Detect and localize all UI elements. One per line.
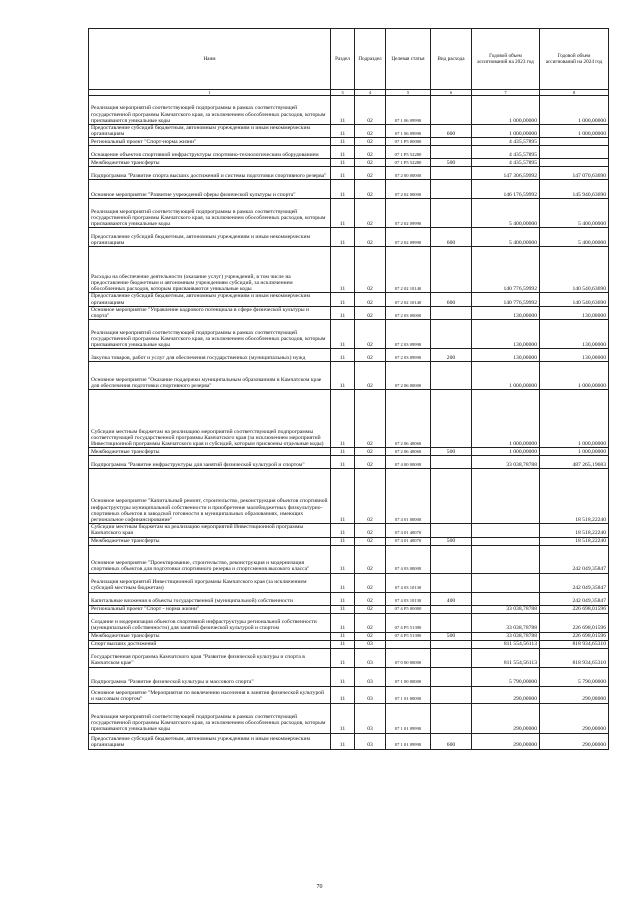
row-podrazdel: 02 [355,524,386,537]
row-expense-type [431,199,472,228]
row-target-article: 07 4 P5 00000 [386,605,431,613]
row-podrazdel: 02 [355,390,386,448]
row-volume-2024 [540,146,609,159]
row-volume-2024: 226 698,01596 [540,613,609,632]
row-podrazdel: 02 [355,199,386,228]
row-target-article: 07 1 01 09990 [386,703,431,733]
table-row [89,537,609,545]
table-row [89,159,609,167]
row-volume-2023: 1 000,00000 [472,362,540,390]
row-volume-2024 [540,138,609,146]
row-razdel: 11 [331,537,355,545]
table-row [89,199,609,228]
row-razdel: 11 [331,247,355,293]
header-name: Наим [89,29,331,90]
row-expense-type [431,320,472,349]
colnum: 8 [540,90,609,96]
row-razdel: 11 [331,686,355,703]
row-razdel: 11 [331,648,355,667]
row-name: Основное мероприятие "Управление кадрового потенциала в сфере физической культуры и спорта" [89,306,331,319]
row-name: Предоставление субсидий бюджетным, автономным учреждениям и иным некоммерческим организациям [89,733,331,749]
row-expense-type: 500 [431,159,472,167]
row-expense-type [431,362,472,390]
row-target-article: 07 1 P5 52280 [386,159,431,167]
row-podrazdel: 02 [355,96,386,125]
row-expense-type [431,613,472,632]
row-volume-2024: 1 000,00000 [540,362,609,390]
row-volume-2024: 290,00000 [540,733,609,749]
row-expense-type [431,648,472,667]
row-name: Реализация мероприятий соответствующей подпрограммы в рамках соответствующей государственной программы Камчатского края, за исключением обособленных расходов, которым присваиваются уникальные коды [89,96,331,125]
row-podrazdel: 03 [355,640,386,648]
row-podrazdel: 02 [355,180,386,199]
row-volume-2023: 1 000,00000 [472,448,540,456]
row-name: Подпрограмма "Развитие инфраструктуры для занятий физической культурой и спортом" [89,456,331,469]
row-target-article: 07 4 01 00000 [386,469,431,524]
row-razdel: 11 [331,613,355,632]
row-podrazdel: 03 [355,686,386,703]
row-name: Реализация мероприятий соответствующей подпрограммы в рамках соответствующей государственной программы Камчатского края, за исключением обособленных расходов, которым присваиваются уникальные коды [89,703,331,733]
row-volume-2023 [472,592,540,605]
row-expense-type [431,167,472,180]
row-volume-2023: 1 000,00000 [472,96,540,125]
row-target-article: 07 1 06 09990 [386,96,431,125]
row-name: Межбюджетные трансферты [89,448,331,456]
row-volume-2023 [472,537,540,545]
row-name: Основное мероприятие "Оказание поддержки муниципальным образованиям в Камчатском крае для обеспечения подготовки спортивного резерва" [89,362,331,390]
row-expense-type: 500 [431,537,472,545]
row-expense-type: 600 [431,293,472,306]
budget-allocation-table [88,28,609,750]
table-row [89,592,609,605]
row-podrazdel: 02 [355,247,386,293]
row-name: Межбюджетные трансферты [89,632,331,640]
row-target-article: 07 2 06 00000 [386,362,431,390]
row-volume-2024: 5 400,00000 [540,228,609,247]
row-name: Спорт высших достижений [89,640,331,648]
row-target-article: 07 4 03 10130 [386,592,431,605]
row-razdel: 11 [331,390,355,448]
row-volume-2024: 18 518,22240 [540,524,609,537]
row-volume-2023: 5 790,00000 [472,667,540,686]
row-name: Основное мероприятие "Проектирование, строительство, реконструкция и модернизация спортивных объектов для подготовки спортивного резерва и спортсменов высокого класса" [89,545,331,573]
row-expense-type [431,640,472,648]
row-razdel: 11 [331,733,355,749]
row-name: Закупка товаров, работ и услуг для обеспечения государственных (муниципальных) нужд [89,349,331,362]
row-razdel: 11 [331,320,355,349]
row-volume-2024: 18 518,22240 [540,537,609,545]
row-target-article: 07 4 03 00000 [386,545,431,573]
row-podrazdel: 02 [355,469,386,524]
table-header [89,29,609,96]
row-volume-2024: 130,00000 [540,349,609,362]
row-razdel: 11 [331,524,355,537]
row-expense-type [431,703,472,733]
row-volume-2023: 1 000,00000 [472,125,540,138]
row-podrazdel: 02 [355,613,386,632]
row-name: Реализация мероприятий соответствующей подпрограммы в рамках соответствующей государственной программы Камчатского края, за исключением обособленных расходов, которым присваиваются уникальные коды [89,320,331,349]
row-target-article: 07 1 P5 52280 [386,146,431,159]
row-volume-2023: 33 038,78788 [472,613,540,632]
row-volume-2024 [540,159,609,167]
row-name: Региональный проект "Спорт-норма жизни" [89,138,331,146]
row-podrazdel: 02 [355,605,386,613]
row-target-article: 07 2 03 09990 [386,349,431,362]
row-volume-2023: 140 776,59992 [472,293,540,306]
row-target-article: 07 2 02 10140 [386,247,431,293]
row-name: Межбюджетные трансферты [89,159,331,167]
row-expense-type [431,573,472,592]
table-row [89,524,609,537]
row-expense-type [431,390,472,448]
row-expense-type [431,524,472,537]
row-expense-type: 400 [431,592,472,605]
row-name: Реализация мероприятий Инвестиционной программы Камчатского края (за исключением субсидий местным бюджетам) [89,573,331,592]
row-podrazdel: 02 [355,146,386,159]
row-name: Капитальные вложения в объекты государственной (муниципальной) собственности [89,592,331,605]
page-number: 70 [316,884,323,890]
row-name: Подпрограмма "Развитие физической культуры и массового спорта" [89,667,331,686]
row-target-article: 07 2 06 40060 [386,390,431,448]
table-row [89,125,609,138]
table-body [89,96,609,750]
row-expense-type: 600 [431,125,472,138]
row-target-article: 07 2 02 09990 [386,228,431,247]
row-target-article: 07 4 P5 51390 [386,613,431,632]
colnum: 6 [431,90,472,96]
row-podrazdel: 03 [355,648,386,667]
table-row [89,320,609,349]
row-name: Предоставление субсидий бюджетным, автономным учреждениям и иным некоммерческим организациям [89,228,331,247]
row-target-article: 07 2 06 40060 [386,448,431,456]
row-volume-2024: 818 934,65310 [540,648,609,667]
row-razdel: 11 [331,293,355,306]
row-target-article: 07 1 P5 00000 [386,138,431,146]
budget-table-sheet [88,28,608,750]
table-row [89,469,609,524]
row-expense-type [431,667,472,686]
row-razdel: 11 [331,640,355,648]
table-row [89,545,609,573]
row-volume-2024: 818 934,65310 [540,640,609,648]
table-row [89,733,609,749]
table-row [89,146,609,159]
row-podrazdel: 02 [355,632,386,640]
row-volume-2023: 33 038,78788 [472,632,540,640]
table-row [89,456,609,469]
row-name: Оснащение объектов спортивной инфраструктуры спортивно-технологическим оборудованием [89,146,331,159]
row-volume-2023: 290,00000 [472,686,540,703]
row-volume-2024: 290,00000 [540,686,609,703]
table-row [89,306,609,319]
table-row [89,247,609,293]
row-volume-2023: 811 554,56113 [472,640,540,648]
table-row [89,640,609,648]
row-target-article: 07 1 06 09990 [386,125,431,138]
row-volume-2023: 5 400,00000 [472,199,540,228]
row-expense-type: 600 [431,733,472,749]
row-volume-2024: 18 518,22240 [540,469,609,524]
row-volume-2024: 140 540,63690 [540,293,609,306]
row-expense-type: 500 [431,632,472,640]
row-expense-type [431,605,472,613]
row-razdel: 11 [331,167,355,180]
row-podrazdel: 02 [355,545,386,573]
header-target-article: Целевая статья [386,29,431,90]
row-expense-type [431,180,472,199]
row-target-article: 07 2 03 09990 [386,320,431,349]
row-podrazdel: 02 [355,349,386,362]
row-target-article: 07 4 P5 51390 [386,632,431,640]
row-target-article: 07 4 00 00000 [386,456,431,469]
row-volume-2023: 811 554,56113 [472,648,540,667]
row-target-article: 07 1 01 00000 [386,686,431,703]
row-razdel: 11 [331,632,355,640]
header-razdel: Раздел [331,29,355,90]
row-target-article: 07 4 01 40070 [386,537,431,545]
row-volume-2024: 140 540,63690 [540,247,609,293]
row-podrazdel: 02 [355,537,386,545]
row-razdel: 11 [331,138,355,146]
colnum: 3 [331,90,355,96]
row-volume-2023 [472,545,540,573]
row-volume-2024: 242 049,35847 [540,545,609,573]
row-target-article: 07 2 00 00000 [386,167,431,180]
row-volume-2023: 5 400,00000 [472,228,540,247]
row-podrazdel: 03 [355,703,386,733]
row-podrazdel: 03 [355,733,386,749]
row-razdel: 11 [331,605,355,613]
row-razdel: 11 [331,362,355,390]
row-volume-2024: 226 698,01596 [540,605,609,613]
table-row [89,390,609,448]
colnum: 4 [355,90,386,96]
row-podrazdel: 02 [355,293,386,306]
row-volume-2024: 5 790,00000 [540,667,609,686]
row-podrazdel: 02 [355,159,386,167]
row-razdel: 11 [331,456,355,469]
table-row [89,686,609,703]
table-row [89,228,609,247]
row-name: Реализация мероприятий соответствующей подпрограммы в рамках соответствующей государственной программы Камчатского края, за исключением обособленных расходов, которым присваиваются уникальные коды [89,199,331,228]
row-target-article: 07 2 02 09990 [386,199,431,228]
row-name: Государственная программа Камчатского края "Развитие физической культуры и спорта в Камчатском крае" [89,648,331,667]
header-expense-type: Вид расхода [431,29,472,90]
row-expense-type: 500 [431,448,472,456]
table-row [89,648,609,667]
row-name: Предоставление субсидий бюджетным, автономным учреждениям и иным некоммерческим организациям [89,125,331,138]
row-volume-2023: 1 000,00000 [472,390,540,448]
row-razdel: 11 [331,96,355,125]
table-row [89,573,609,592]
row-expense-type [431,545,472,573]
header-volume-2024: Годовой объем ассигнований на 2024 год [540,29,609,90]
row-razdel: 11 [331,146,355,159]
row-volume-2023: 130,00000 [472,306,540,319]
row-name: Предоставление субсидий бюджетным, автономным учреждениям и иным некоммерческим организациям [89,293,331,306]
row-razdel: 11 [331,125,355,138]
row-razdel: 11 [331,667,355,686]
row-name: Субсидии местным бюджетам на реализацию мероприятий Инвестиционной программы Камчатского края [89,524,331,537]
row-expense-type [431,247,472,293]
header-podrazdel: Подраздел [355,29,386,90]
colnum: 7 [472,90,540,96]
table-row [89,96,609,125]
row-name: Основное мероприятие "Мероприятия по вовлечению населения в занятия физической культурой и массовым спортом" [89,686,331,703]
row-target-article: 07 2 02 00000 [386,180,431,199]
row-volume-2024: 130,00000 [540,306,609,319]
row-volume-2023: 33 038,78788 [472,456,540,469]
row-target-article: 07 4 03 10130 [386,573,431,592]
row-volume-2023: 146 176,59992 [472,180,540,199]
row-expense-type [431,469,472,524]
row-podrazdel: 02 [355,592,386,605]
row-volume-2024: 290,00000 [540,703,609,733]
row-volume-2023: 33 038,78788 [472,605,540,613]
row-name: Подпрограмма "Развитие спорта высших достижений и системы подготовки спортивного резерва" [89,167,331,180]
row-volume-2024: 226 698,01596 [540,632,609,640]
table-row [89,362,609,390]
row-target-article [386,640,431,648]
row-volume-2023: 130,00000 [472,320,540,349]
row-expense-type [431,306,472,319]
table-row [89,293,609,306]
row-podrazdel: 02 [355,362,386,390]
row-razdel: 11 [331,592,355,605]
row-volume-2024: 130,00000 [540,320,609,349]
row-name: Региональный проект "Спорт - норма жизни" [89,605,331,613]
row-razdel: 11 [331,469,355,524]
row-volume-2023: 4 435,57895 [472,138,540,146]
table-row [89,613,609,632]
row-name: Основное мероприятие "Капитальный ремонт, строительство, реконструкция объектов спортивной инфраструктуры муниципальной собственности и приобретение малобюджетных физкультурно-спортивных объектов в заводской готовности в муниципальных образованиях, имеющих региональное софинансирование" [89,469,331,524]
row-volume-2023: 290,00000 [472,733,540,749]
row-volume-2024: 1 000,00000 [540,390,609,448]
row-volume-2023: 130,00000 [472,349,540,362]
row-expense-type [431,686,472,703]
row-razdel: 11 [331,306,355,319]
row-volume-2024: 1 000,00000 [540,448,609,456]
row-target-article: 07 1 00 00000 [386,667,431,686]
row-podrazdel: 02 [355,138,386,146]
row-expense-type: 200 [431,349,472,362]
row-podrazdel: 02 [355,448,386,456]
row-podrazdel: 02 [355,306,386,319]
row-volume-2024: 242 049,35847 [540,592,609,605]
row-podrazdel: 02 [355,228,386,247]
row-volume-2023: 147 306,59992 [472,167,540,180]
row-razdel: 11 [331,199,355,228]
row-podrazdel: 02 [355,167,386,180]
table-row [89,448,609,456]
table-row [89,138,609,146]
row-target-article: 07 4 01 40070 [386,524,431,537]
table-row [89,605,609,613]
row-razdel: 11 [331,545,355,573]
row-name: Межбюджетные трансферты [89,537,331,545]
colnum: 5 [386,90,431,96]
row-expense-type [431,138,472,146]
table-row [89,349,609,362]
table-row [89,167,609,180]
row-target-article: 07 1 01 09990 [386,733,431,749]
table-row [89,703,609,733]
row-podrazdel: 02 [355,573,386,592]
row-name: Субсидии местным бюджетам на реализацию мероприятий соответствующей подпрограммы соответствующей государственной программы Камчатского края (за исключением мероприятий Инвестиционной программы Камчатского края и субсидий, которым присвоены отдельные коды) [89,390,331,448]
row-target-article: 07 2 03 00000 [386,306,431,319]
row-volume-2023: 140 776,59992 [472,247,540,293]
row-volume-2024: 487 265,19683 [540,456,609,469]
table-row [89,632,609,640]
row-target-article: 07 0 00 00000 [386,648,431,667]
row-podrazdel: 03 [355,667,386,686]
row-volume-2024: 242 049,35847 [540,573,609,592]
row-razdel: 11 [331,448,355,456]
row-volume-2024: 147 070,63690 [540,167,609,180]
colnum: 1 [89,90,331,96]
row-volume-2023: 4 435,57895 [472,146,540,159]
row-podrazdel: 02 [355,456,386,469]
row-name: Расходы на обеспечение деятельности (оказание услуг) учреждений, в том числе на предоставление бюджетным и автономным учреждениям субсидий, за исключением обособленных расходов, которым присваиваются уникальные коды [89,247,331,293]
row-expense-type [431,456,472,469]
row-target-article: 07 2 02 10140 [386,293,431,306]
row-razdel: 11 [331,573,355,592]
table-row [89,180,609,199]
row-volume-2024: 145 940,63690 [540,180,609,199]
header-volume-2023: Годовой объем ассигнований на 2023 год [472,29,540,90]
row-expense-type: 600 [431,228,472,247]
row-razdel: 11 [331,180,355,199]
row-volume-2023 [472,524,540,537]
row-name: Основное мероприятие "Развитие учреждений сферы физической культуры и спорта" [89,180,331,199]
row-volume-2024: 1 000,00000 [540,96,609,125]
table-row [89,667,609,686]
row-razdel: 11 [331,349,355,362]
row-podrazdel: 02 [355,125,386,138]
row-volume-2023: 4 435,57895 [472,159,540,167]
row-volume-2023 [472,573,540,592]
row-expense-type [431,96,472,125]
row-name: Создание и модернизация объектов спортивной инфраструктуры региональной собственности (муниципальной собственности) для занятий физической культурой и спортом [89,613,331,632]
row-podrazdel: 02 [355,320,386,349]
row-volume-2024: 1 000,00000 [540,125,609,138]
row-volume-2023 [472,469,540,524]
row-volume-2024: 5 400,00000 [540,199,609,228]
row-razdel: 11 [331,159,355,167]
row-volume-2023: 290,00000 [472,703,540,733]
row-razdel: 11 [331,703,355,733]
row-expense-type [431,146,472,159]
row-razdel: 11 [331,228,355,247]
